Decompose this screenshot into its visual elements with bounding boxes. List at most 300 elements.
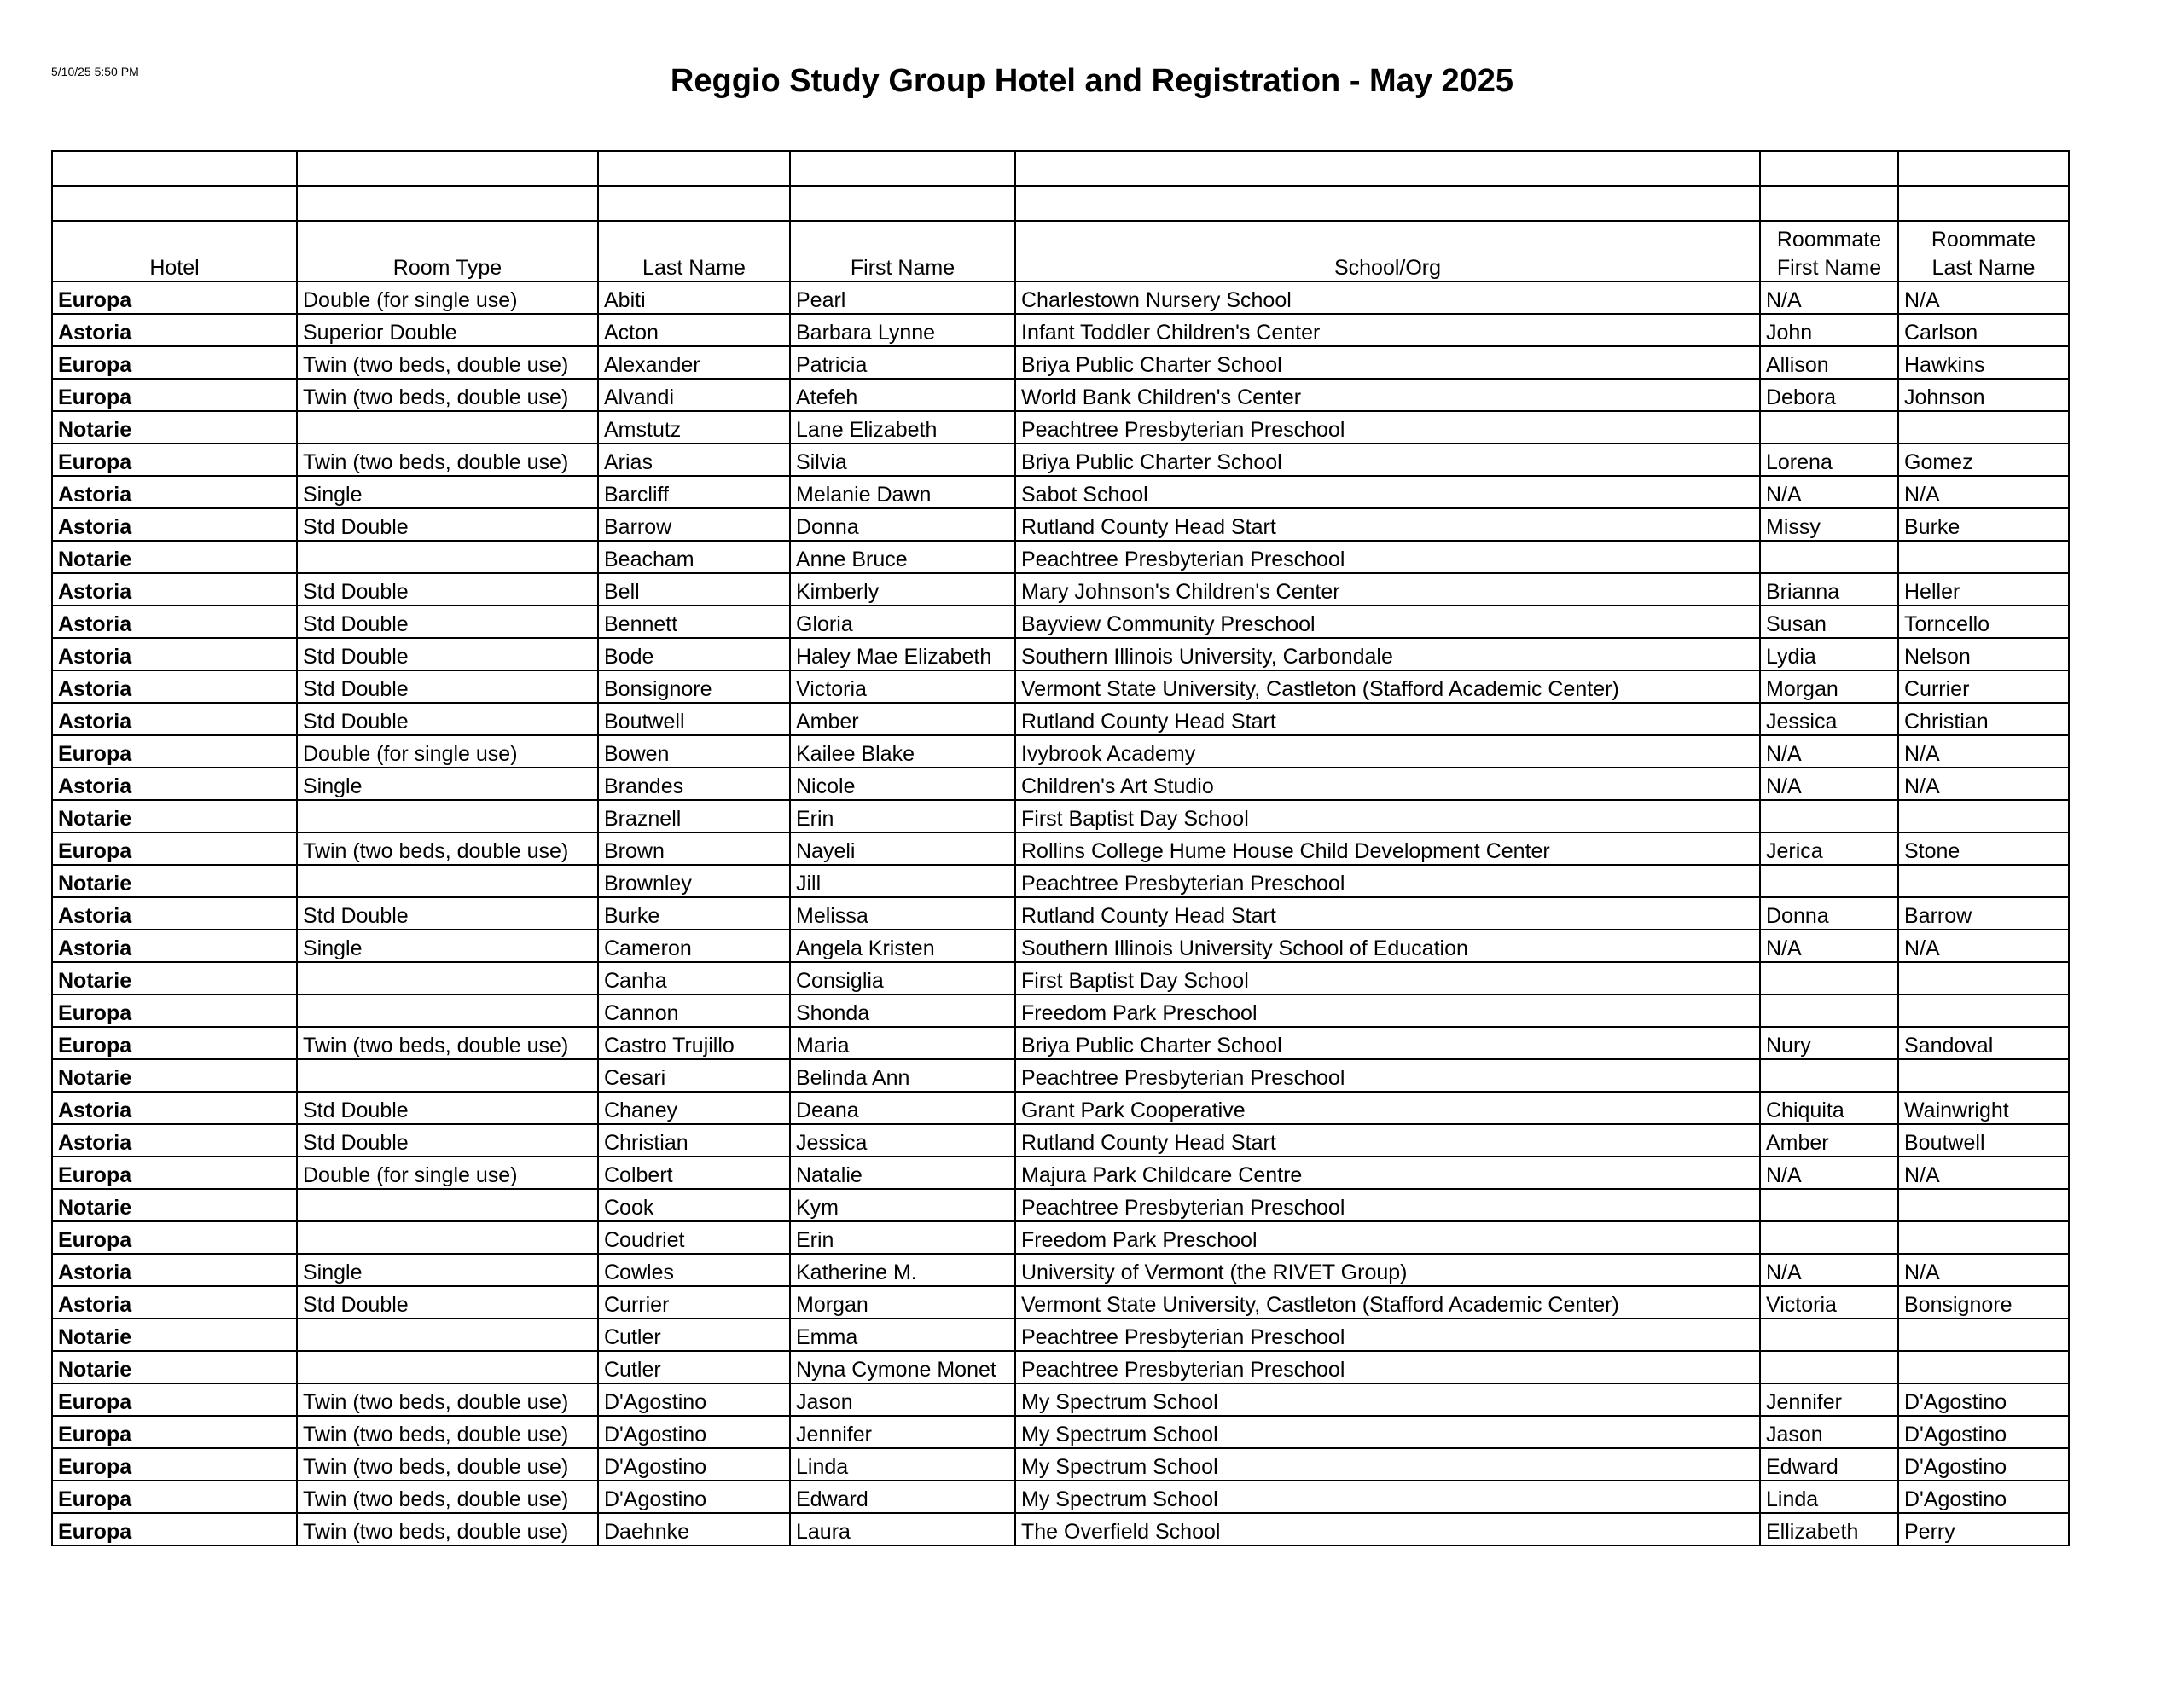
- roommate-first-cell: Jason: [1760, 1416, 1898, 1448]
- table-row: [52, 1351, 2069, 1383]
- header-room-type: Room Type: [297, 252, 598, 281]
- roommate-last-cell: [1898, 541, 2069, 573]
- table-row: [52, 832, 2069, 865]
- first-name-cell: Anne Bruce: [790, 541, 1015, 573]
- roommate-first-cell: [1760, 1221, 1898, 1254]
- roommate-first-cell: N/A: [1760, 1254, 1898, 1286]
- first-name-cell: Natalie: [790, 1157, 1015, 1189]
- roommate-first-cell: [1760, 994, 1898, 1027]
- room-type-cell: [297, 1221, 598, 1254]
- table-row: [52, 800, 2069, 832]
- roommate-last-cell: N/A: [1898, 735, 2069, 768]
- hotel-cell: Astoria: [52, 930, 297, 962]
- roommate-last-cell: Torncello: [1898, 606, 2069, 638]
- first-name-cell: Lane Elizabeth: [790, 411, 1015, 443]
- room-type-cell: Single: [297, 930, 598, 962]
- roommate-last-cell: Stone: [1898, 832, 2069, 865]
- last-name-cell: Christian: [598, 1124, 790, 1157]
- hotel-cell: Notarie: [52, 865, 297, 897]
- roommate-last-cell: D'Agostino: [1898, 1481, 2069, 1513]
- last-name-cell: Beacham: [598, 541, 790, 573]
- roommate-last-cell: Wainwright: [1898, 1092, 2069, 1124]
- roommate-first-cell: Lorena: [1760, 443, 1898, 476]
- header-row-top: [52, 221, 2069, 252]
- last-name-cell: Bode: [598, 638, 790, 670]
- school-cell: The Overfield School: [1015, 1513, 1760, 1545]
- roommate-first-cell: Jerica: [1760, 832, 1898, 865]
- last-name-cell: Bell: [598, 573, 790, 606]
- hotel-cell: Europa: [52, 1383, 297, 1416]
- roommate-last-cell: [1898, 994, 2069, 1027]
- roommate-last-cell: N/A: [1898, 476, 2069, 508]
- last-name-cell: Brown: [598, 832, 790, 865]
- hotel-cell: Europa: [52, 1448, 297, 1481]
- room-type-cell: [297, 1189, 598, 1221]
- school-cell: University of Vermont (the RIVET Group): [1015, 1254, 1760, 1286]
- school-cell: Vermont State University, Castleton (Stafford Academic Center): [1015, 670, 1760, 703]
- last-name-cell: Alvandi: [598, 379, 790, 411]
- roommate-last-cell: [1898, 1059, 2069, 1092]
- room-type-cell: Double (for single use): [297, 735, 598, 768]
- first-name-cell: Erin: [790, 1221, 1015, 1254]
- school-cell: First Baptist Day School: [1015, 962, 1760, 994]
- first-name-cell: Erin: [790, 800, 1015, 832]
- roommate-last-cell: [1898, 1189, 2069, 1221]
- first-name-cell: Maria: [790, 1027, 1015, 1059]
- last-name-cell: D'Agostino: [598, 1416, 790, 1448]
- roommate-last-cell: D'Agostino: [1898, 1416, 2069, 1448]
- hotel-cell: Europa: [52, 1513, 297, 1545]
- hotel-cell: Europa: [52, 443, 297, 476]
- first-name-cell: Kym: [790, 1189, 1015, 1221]
- hotel-cell: Astoria: [52, 1254, 297, 1286]
- room-type-cell: [297, 800, 598, 832]
- first-name-cell: Atefeh: [790, 379, 1015, 411]
- roommate-first-cell: N/A: [1760, 1157, 1898, 1189]
- roommate-first-cell: [1760, 1189, 1898, 1221]
- school-cell: My Spectrum School: [1015, 1416, 1760, 1448]
- first-name-cell: Jessica: [790, 1124, 1015, 1157]
- first-name-cell: Jason: [790, 1383, 1015, 1416]
- hotel-cell: Europa: [52, 1416, 297, 1448]
- roommate-last-cell: [1898, 865, 2069, 897]
- first-name-cell: Angela Kristen: [790, 930, 1015, 962]
- room-type-cell: Superior Double: [297, 314, 598, 346]
- registration-table: [51, 150, 2070, 1546]
- last-name-cell: Canha: [598, 962, 790, 994]
- room-type-cell: Std Double: [297, 1124, 598, 1157]
- table-row: [52, 897, 2069, 930]
- header-roommate-first: First Name: [1760, 252, 1898, 281]
- room-type-cell: [297, 541, 598, 573]
- roommate-first-cell: N/A: [1760, 735, 1898, 768]
- last-name-cell: Bennett: [598, 606, 790, 638]
- table-row: [52, 573, 2069, 606]
- first-name-cell: Edward: [790, 1481, 1015, 1513]
- first-name-cell: Donna: [790, 508, 1015, 541]
- table-row: [52, 606, 2069, 638]
- room-type-cell: [297, 1319, 598, 1351]
- school-cell: Rutland County Head Start: [1015, 1124, 1760, 1157]
- roommate-first-cell: Amber: [1760, 1124, 1898, 1157]
- roommate-last-cell: Currier: [1898, 670, 2069, 703]
- table-row: [52, 1124, 2069, 1157]
- first-name-cell: Katherine M.: [790, 1254, 1015, 1286]
- first-name-cell: Deana: [790, 1092, 1015, 1124]
- table-row: [52, 1027, 2069, 1059]
- roommate-first-cell: [1760, 411, 1898, 443]
- first-name-cell: Laura: [790, 1513, 1015, 1545]
- roommate-first-cell: [1760, 865, 1898, 897]
- roommate-last-cell: N/A: [1898, 768, 2069, 800]
- room-type-cell: Twin (two beds, double use): [297, 1027, 598, 1059]
- last-name-cell: Currier: [598, 1286, 790, 1319]
- roommate-last-cell: [1898, 411, 2069, 443]
- first-name-cell: Silvia: [790, 443, 1015, 476]
- last-name-cell: Cannon: [598, 994, 790, 1027]
- room-type-cell: [297, 411, 598, 443]
- table-row: [52, 962, 2069, 994]
- school-cell: Briya Public Charter School: [1015, 346, 1760, 379]
- school-cell: First Baptist Day School: [1015, 800, 1760, 832]
- hotel-cell: Europa: [52, 379, 297, 411]
- roommate-last-cell: [1898, 1319, 2069, 1351]
- hotel-cell: Notarie: [52, 1319, 297, 1351]
- roommate-first-cell: Nury: [1760, 1027, 1898, 1059]
- roommate-first-cell: Brianna: [1760, 573, 1898, 606]
- header-last-name: Last Name: [598, 252, 790, 281]
- hotel-cell: Notarie: [52, 962, 297, 994]
- last-name-cell: D'Agostino: [598, 1481, 790, 1513]
- school-cell: Sabot School: [1015, 476, 1760, 508]
- last-name-cell: Daehnke: [598, 1513, 790, 1545]
- hotel-cell: Notarie: [52, 541, 297, 573]
- roommate-last-cell: Bonsignore: [1898, 1286, 2069, 1319]
- roommate-last-cell: [1898, 800, 2069, 832]
- roommate-first-cell: Chiquita: [1760, 1092, 1898, 1124]
- roommate-first-cell: Debora: [1760, 379, 1898, 411]
- first-name-cell: Patricia: [790, 346, 1015, 379]
- first-name-cell: Belinda Ann: [790, 1059, 1015, 1092]
- table-row: [52, 1059, 2069, 1092]
- hotel-cell: Europa: [52, 994, 297, 1027]
- table-row: [52, 1481, 2069, 1513]
- first-name-cell: Melanie Dawn: [790, 476, 1015, 508]
- roommate-last-cell: Christian: [1898, 703, 2069, 735]
- school-cell: Charlestown Nursery School: [1015, 281, 1760, 314]
- school-cell: Briya Public Charter School: [1015, 1027, 1760, 1059]
- room-type-cell: Std Double: [297, 1092, 598, 1124]
- roommate-last-cell: Sandoval: [1898, 1027, 2069, 1059]
- first-name-cell: Linda: [790, 1448, 1015, 1481]
- last-name-cell: Brownley: [598, 865, 790, 897]
- first-name-cell: Emma: [790, 1319, 1015, 1351]
- school-cell: Peachtree Presbyterian Preschool: [1015, 411, 1760, 443]
- school-cell: Peachtree Presbyterian Preschool: [1015, 865, 1760, 897]
- school-cell: World Bank Children's Center: [1015, 379, 1760, 411]
- table-row: [52, 314, 2069, 346]
- school-cell: Freedom Park Preschool: [1015, 1221, 1760, 1254]
- room-type-cell: [297, 1351, 598, 1383]
- last-name-cell: Acton: [598, 314, 790, 346]
- table-row: [52, 1254, 2069, 1286]
- roommate-last-cell: Carlson: [1898, 314, 2069, 346]
- school-cell: Rutland County Head Start: [1015, 897, 1760, 930]
- room-type-cell: Twin (two beds, double use): [297, 443, 598, 476]
- first-name-cell: Morgan: [790, 1286, 1015, 1319]
- roommate-last-cell: N/A: [1898, 1157, 2069, 1189]
- room-type-cell: Twin (two beds, double use): [297, 1416, 598, 1448]
- roommate-last-cell: Johnson: [1898, 379, 2069, 411]
- last-name-cell: Cameron: [598, 930, 790, 962]
- table-row: [52, 1157, 2069, 1189]
- first-name-cell: Nayeli: [790, 832, 1015, 865]
- roommate-last-cell: Burke: [1898, 508, 2069, 541]
- last-name-cell: Barcliff: [598, 476, 790, 508]
- hotel-cell: Astoria: [52, 670, 297, 703]
- last-name-cell: Burke: [598, 897, 790, 930]
- first-name-cell: Melissa: [790, 897, 1015, 930]
- first-name-cell: Jennifer: [790, 1416, 1015, 1448]
- hotel-cell: Europa: [52, 1157, 297, 1189]
- last-name-cell: Braznell: [598, 800, 790, 832]
- roommate-first-cell: [1760, 1351, 1898, 1383]
- table-row: [52, 476, 2069, 508]
- school-cell: Majura Park Childcare Centre: [1015, 1157, 1760, 1189]
- header-row: [52, 252, 2069, 281]
- room-type-cell: Std Double: [297, 573, 598, 606]
- hotel-cell: Astoria: [52, 1286, 297, 1319]
- table-row: [52, 1383, 2069, 1416]
- roommate-first-cell: Missy: [1760, 508, 1898, 541]
- table-row: [52, 768, 2069, 800]
- school-cell: Ivybrook Academy: [1015, 735, 1760, 768]
- hotel-cell: Astoria: [52, 476, 297, 508]
- room-type-cell: Std Double: [297, 508, 598, 541]
- room-type-cell: Twin (two beds, double use): [297, 379, 598, 411]
- roommate-last-cell: N/A: [1898, 281, 2069, 314]
- table-row: [52, 1416, 2069, 1448]
- table-row: [52, 411, 2069, 443]
- room-type-cell: Std Double: [297, 606, 598, 638]
- roommate-first-cell: Lydia: [1760, 638, 1898, 670]
- roommate-first-cell: [1760, 1059, 1898, 1092]
- last-name-cell: Barrow: [598, 508, 790, 541]
- roommate-last-cell: [1898, 1351, 2069, 1383]
- first-name-cell: Gloria: [790, 606, 1015, 638]
- header-hotel: Hotel: [52, 252, 297, 281]
- hotel-cell: Notarie: [52, 1059, 297, 1092]
- school-cell: Children's Art Studio: [1015, 768, 1760, 800]
- table-row: [52, 1319, 2069, 1351]
- last-name-cell: Amstutz: [598, 411, 790, 443]
- table-row: [52, 1286, 2069, 1319]
- school-cell: Peachtree Presbyterian Preschool: [1015, 1059, 1760, 1092]
- first-name-cell: Pearl: [790, 281, 1015, 314]
- roommate-first-cell: Allison: [1760, 346, 1898, 379]
- room-type-cell: Single: [297, 476, 598, 508]
- first-name-cell: Amber: [790, 703, 1015, 735]
- first-name-cell: Barbara Lynne: [790, 314, 1015, 346]
- school-cell: Rollins College Hume House Child Development Center: [1015, 832, 1760, 865]
- roommate-first-cell: [1760, 800, 1898, 832]
- last-name-cell: D'Agostino: [598, 1383, 790, 1416]
- roommate-last-cell: D'Agostino: [1898, 1448, 2069, 1481]
- last-name-cell: Chaney: [598, 1092, 790, 1124]
- hotel-cell: Europa: [52, 735, 297, 768]
- roommate-last-cell: Boutwell: [1898, 1124, 2069, 1157]
- roommate-first-cell: [1760, 541, 1898, 573]
- hotel-cell: Europa: [52, 1481, 297, 1513]
- room-type-cell: [297, 1059, 598, 1092]
- table-row: [52, 865, 2069, 897]
- hotel-cell: Notarie: [52, 1189, 297, 1221]
- table-row: [52, 930, 2069, 962]
- table-row: [52, 508, 2069, 541]
- roommate-last-cell: [1898, 962, 2069, 994]
- room-type-cell: Std Double: [297, 897, 598, 930]
- first-name-cell: Victoria: [790, 670, 1015, 703]
- last-name-cell: Colbert: [598, 1157, 790, 1189]
- roommate-first-cell: N/A: [1760, 768, 1898, 800]
- table-row: [52, 1092, 2069, 1124]
- room-type-cell: Std Double: [297, 638, 598, 670]
- last-name-cell: Alexander: [598, 346, 790, 379]
- school-cell: Peachtree Presbyterian Preschool: [1015, 1189, 1760, 1221]
- table-row: [52, 670, 2069, 703]
- hotel-cell: Notarie: [52, 800, 297, 832]
- print-timestamp: 5/10/25 5:50 PM: [51, 65, 139, 78]
- room-type-cell: Twin (two beds, double use): [297, 832, 598, 865]
- table-row: [52, 346, 2069, 379]
- room-type-cell: [297, 962, 598, 994]
- room-type-cell: [297, 865, 598, 897]
- room-type-cell: Std Double: [297, 670, 598, 703]
- school-cell: Bayview Community Preschool: [1015, 606, 1760, 638]
- room-type-cell: Twin (two beds, double use): [297, 1513, 598, 1545]
- last-name-cell: D'Agostino: [598, 1448, 790, 1481]
- school-cell: Grant Park Cooperative: [1015, 1092, 1760, 1124]
- hotel-cell: Astoria: [52, 1092, 297, 1124]
- hotel-cell: Astoria: [52, 573, 297, 606]
- roommate-last-cell: N/A: [1898, 1254, 2069, 1286]
- last-name-cell: Cutler: [598, 1319, 790, 1351]
- header-school: School/Org: [1015, 252, 1760, 281]
- school-cell: Southern Illinois University, Carbondale: [1015, 638, 1760, 670]
- hotel-cell: Europa: [52, 832, 297, 865]
- school-cell: Freedom Park Preschool: [1015, 994, 1760, 1027]
- last-name-cell: Cutler: [598, 1351, 790, 1383]
- table-row: [52, 638, 2069, 670]
- page-title: Reggio Study Group Hotel and Registration - May 2025: [670, 63, 1514, 99]
- first-name-cell: Shonda: [790, 994, 1015, 1027]
- school-cell: Rutland County Head Start: [1015, 508, 1760, 541]
- table-row: [52, 443, 2069, 476]
- first-name-cell: Nyna Cymone Monet: [790, 1351, 1015, 1383]
- table-row: [52, 994, 2069, 1027]
- last-name-cell: Abiti: [598, 281, 790, 314]
- last-name-cell: Cook: [598, 1189, 790, 1221]
- roommate-last-cell: Barrow: [1898, 897, 2069, 930]
- hotel-cell: Astoria: [52, 314, 297, 346]
- roommate-first-cell: Edward: [1760, 1448, 1898, 1481]
- school-cell: Vermont State University, Castleton (Stafford Academic Center): [1015, 1286, 1760, 1319]
- hotel-cell: Notarie: [52, 1351, 297, 1383]
- roommate-last-cell: [1898, 1221, 2069, 1254]
- roommate-first-cell: [1760, 1319, 1898, 1351]
- room-type-cell: Twin (two beds, double use): [297, 1383, 598, 1416]
- room-type-cell: Single: [297, 1254, 598, 1286]
- room-type-cell: Std Double: [297, 703, 598, 735]
- roommate-first-cell: Jessica: [1760, 703, 1898, 735]
- blank-row: [52, 151, 2069, 186]
- roommate-first-cell: Susan: [1760, 606, 1898, 638]
- hotel-cell: Astoria: [52, 768, 297, 800]
- roommate-last-cell: D'Agostino: [1898, 1383, 2069, 1416]
- last-name-cell: Castro Trujillo: [598, 1027, 790, 1059]
- last-name-cell: Cesari: [598, 1059, 790, 1092]
- hotel-cell: Europa: [52, 281, 297, 314]
- hotel-cell: Astoria: [52, 508, 297, 541]
- first-name-cell: Haley Mae Elizabeth: [790, 638, 1015, 670]
- last-name-cell: Bonsignore: [598, 670, 790, 703]
- school-cell: Briya Public Charter School: [1015, 443, 1760, 476]
- roommate-first-cell: Donna: [1760, 897, 1898, 930]
- room-type-cell: Single: [297, 768, 598, 800]
- last-name-cell: Cowles: [598, 1254, 790, 1286]
- room-type-cell: [297, 994, 598, 1027]
- hotel-cell: Europa: [52, 1221, 297, 1254]
- first-name-cell: Nicole: [790, 768, 1015, 800]
- school-cell: My Spectrum School: [1015, 1448, 1760, 1481]
- roommate-first-cell: Morgan: [1760, 670, 1898, 703]
- roommate-last-cell: Heller: [1898, 573, 2069, 606]
- school-cell: Infant Toddler Children's Center: [1015, 314, 1760, 346]
- hotel-cell: Astoria: [52, 897, 297, 930]
- roommate-first-cell: John: [1760, 314, 1898, 346]
- hotel-cell: Astoria: [52, 638, 297, 670]
- hotel-cell: Astoria: [52, 1124, 297, 1157]
- room-type-cell: Std Double: [297, 1286, 598, 1319]
- roommate-last-cell: Nelson: [1898, 638, 2069, 670]
- hotel-cell: Notarie: [52, 411, 297, 443]
- table-row: [52, 281, 2069, 314]
- school-cell: Peachtree Presbyterian Preschool: [1015, 541, 1760, 573]
- roommate-first-cell: N/A: [1760, 476, 1898, 508]
- table-row: [52, 735, 2069, 768]
- first-name-cell: Kailee Blake: [790, 735, 1015, 768]
- roommate-first-cell: Linda: [1760, 1481, 1898, 1513]
- room-type-cell: Double (for single use): [297, 281, 598, 314]
- hotel-cell: Astoria: [52, 606, 297, 638]
- school-cell: Southern Illinois University School of Education: [1015, 930, 1760, 962]
- school-cell: Peachtree Presbyterian Preschool: [1015, 1351, 1760, 1383]
- hotel-cell: Europa: [52, 346, 297, 379]
- roommate-first-cell: N/A: [1760, 281, 1898, 314]
- first-name-cell: Jill: [790, 865, 1015, 897]
- school-cell: My Spectrum School: [1015, 1383, 1760, 1416]
- roommate-first-cell: Ellizabeth: [1760, 1513, 1898, 1545]
- roommate-last-cell: Perry: [1898, 1513, 2069, 1545]
- room-type-cell: Twin (two beds, double use): [297, 1481, 598, 1513]
- last-name-cell: Coudriet: [598, 1221, 790, 1254]
- last-name-cell: Boutwell: [598, 703, 790, 735]
- last-name-cell: Bowen: [598, 735, 790, 768]
- table-row: [52, 1448, 2069, 1481]
- roommate-first-cell: [1760, 962, 1898, 994]
- header-first-name: First Name: [790, 252, 1015, 281]
- header-roommate-last-top: Roommate: [1898, 221, 2069, 252]
